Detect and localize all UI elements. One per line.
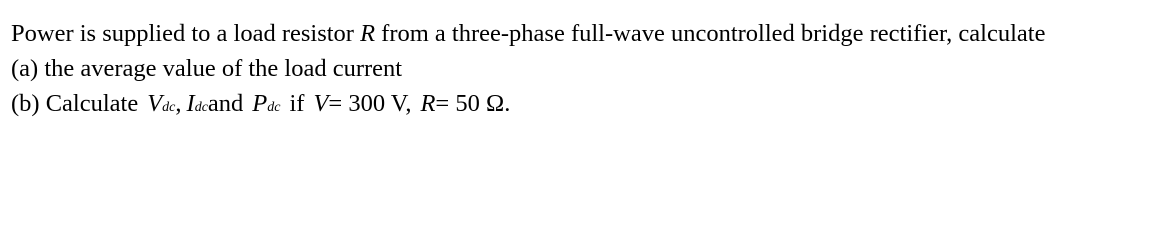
variable-r-2: R — [420, 90, 436, 117]
subscript-pdc: dc — [267, 100, 281, 115]
comma-separator: , — [175, 90, 182, 117]
subscript-idc: dc — [194, 100, 208, 115]
problem-line-2-part-a — [11, 51, 1159, 86]
variable-p-dc: P — [252, 90, 268, 117]
and-word: and — [207, 90, 244, 117]
problem-line-3-part-b — [11, 86, 1159, 125]
variable-v-dc: V — [147, 90, 163, 117]
subscript-vdc: dc — [162, 100, 176, 115]
part-a-text: (a) the average value of the load current — [11, 55, 403, 82]
problem-line-1 — [11, 16, 1159, 51]
variable-r: R — [360, 20, 376, 47]
line1-text-after: from a three-phase full-wave uncontrolled bridge rectifier, calculate — [375, 20, 1046, 47]
variable-i-dc: I — [186, 90, 195, 117]
problem-statement — [11, 16, 1159, 125]
resistance-value: = 50 Ω. — [435, 90, 511, 117]
line1-text-before: Power is supplied to a load resistor — [11, 20, 361, 47]
variable-v: V — [313, 90, 329, 117]
voltage-value: = 300 V, — [328, 90, 412, 117]
if-word: if — [289, 90, 305, 117]
part-b-prefix: (b) Calculate — [11, 90, 139, 117]
